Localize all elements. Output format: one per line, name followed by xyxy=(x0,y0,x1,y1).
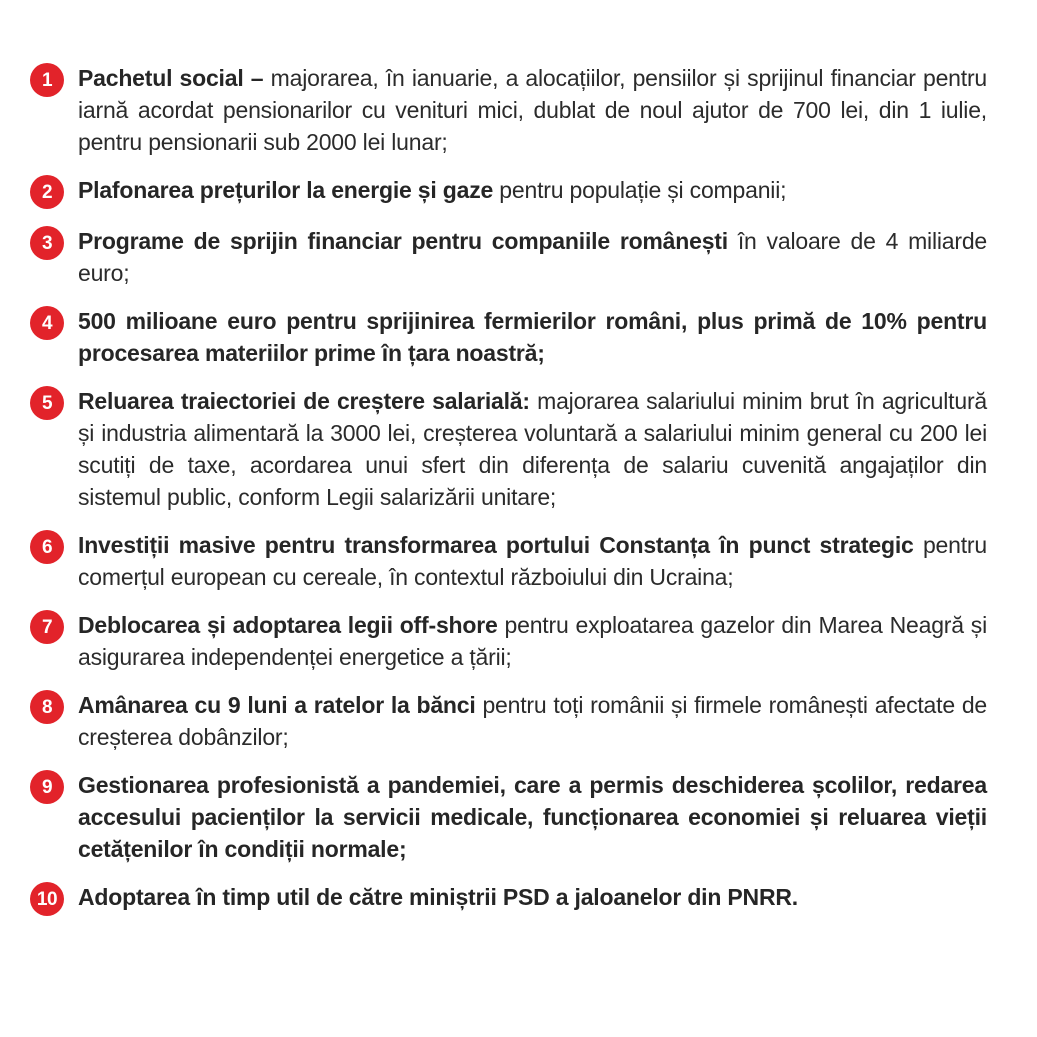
item-number: 10 xyxy=(36,888,58,910)
item-text-bold: Deblocarea și adoptarea legii off-shore xyxy=(78,612,498,638)
item-number: 5 xyxy=(41,392,53,414)
item-number: 8 xyxy=(41,696,53,718)
item-number-badge xyxy=(30,306,64,340)
item-text-bold: Adoptarea în timp util de către miniștrii PSD a jaloanelor din PNRR. xyxy=(78,884,798,910)
item-text-bold: Investiții masive pentru transformarea portului Constanța în punct strategic xyxy=(78,532,914,558)
item-text-regular: pentru populație și companii; xyxy=(493,177,787,203)
item-text xyxy=(78,529,987,593)
item-number-badge xyxy=(30,770,64,804)
item-number-badge xyxy=(30,175,64,209)
item-number: 1 xyxy=(41,69,53,91)
list-item xyxy=(30,529,987,593)
item-text xyxy=(78,689,987,753)
item-text-bold: Programe de sprijin financiar pentru companiile românești xyxy=(78,228,728,254)
item-text xyxy=(78,225,987,289)
list-item xyxy=(30,62,987,158)
list-item xyxy=(30,174,987,209)
item-text-bold: Plafonarea prețurilor la energie și gaze xyxy=(78,177,494,203)
item-number: 7 xyxy=(41,616,53,638)
list-item xyxy=(30,609,987,673)
item-text-bold: Pachetul social – xyxy=(78,65,264,91)
item-number: 9 xyxy=(41,776,53,798)
item-number-badge xyxy=(30,226,64,260)
item-number-badge xyxy=(30,386,64,420)
item-number-badge xyxy=(30,63,64,97)
item-text-bold: Amânarea cu 9 luni a ratelor la bănci xyxy=(78,692,476,718)
item-number: 4 xyxy=(41,312,53,334)
list-item xyxy=(30,385,987,513)
item-text-bold: 500 milioane euro pentru sprijinirea fermierilor români, plus primă de 10% pentru procesarea materiilor prime în țara noastră; xyxy=(78,308,987,366)
item-text-regular: pentru exploatarea gazelor din Marea Neagră și asigurarea independenței energetice a țării; xyxy=(78,612,987,670)
item-number: 2 xyxy=(41,181,53,203)
item-number: 6 xyxy=(41,536,53,558)
item-number-badge xyxy=(30,610,64,644)
item-text-regular: în valoare de 4 miliarde euro; xyxy=(78,228,987,286)
list-item xyxy=(30,881,987,916)
item-text-regular: pentru comerțul european cu cereale, în contextul războiului din Ucraina; xyxy=(78,532,987,590)
list-item xyxy=(30,305,987,369)
item-text-regular: majorarea, în ianuarie, a alocațiilor, pensiilor și sprijinul financiar pentru iarnă acordat pensionarilor cu venituri mici, dublat de noul ajutor de 700 lei, din 1 iulie, pentru pensionarii sub 2000 lei lunar; xyxy=(78,65,987,155)
item-text-regular: pentru toți românii și firmele românești afectate de creșterea dobânzilor; xyxy=(78,692,988,750)
item-text xyxy=(78,769,987,865)
item-text-regular: majorarea salariului minim brut în agricultură și industria alimentară la 3000 lei, creșterea voluntară a salariului minim general cu 200 lei scutiți de taxe, acordarea unui sfert din diferența de salariu cuvenită angajaților din sistemul public, conform Legii salarizării unitare; xyxy=(78,388,988,510)
item-number-badge xyxy=(30,882,64,916)
list-item xyxy=(30,225,987,289)
item-text xyxy=(78,62,987,158)
item-number: 3 xyxy=(41,232,53,254)
item-number-badge xyxy=(30,530,64,564)
item-text-bold: Reluarea traiectoriei de creștere salarială: xyxy=(78,388,530,414)
list-item xyxy=(30,689,987,753)
item-text-bold: Gestionarea profesionistă a pandemiei, care a permis deschiderea școlilor, redarea accesului pacienților la servicii medicale, funcționarea economiei și reluarea vieții cetățenilor în condiții normale; xyxy=(78,772,987,862)
list-item xyxy=(30,769,987,865)
item-text xyxy=(78,385,987,513)
item-number-badge xyxy=(30,690,64,724)
item-text xyxy=(78,609,987,673)
item-text xyxy=(78,305,987,369)
item-text xyxy=(78,881,987,913)
item-text xyxy=(78,174,987,206)
